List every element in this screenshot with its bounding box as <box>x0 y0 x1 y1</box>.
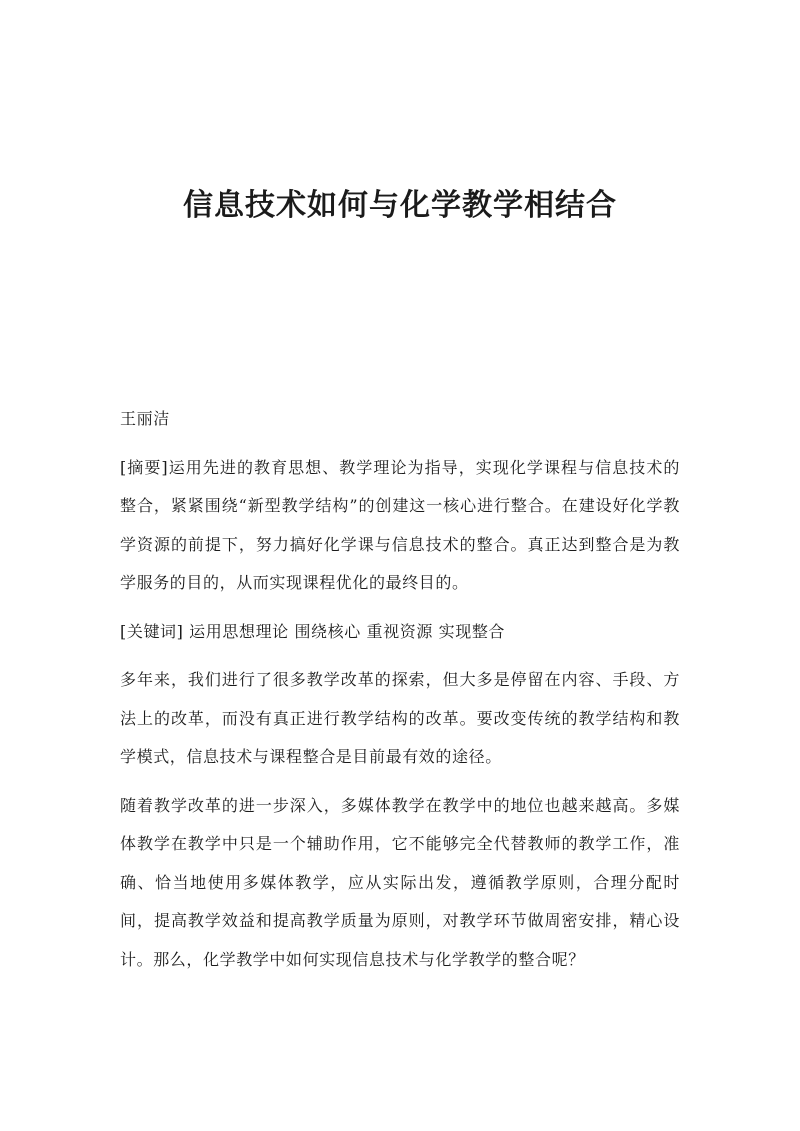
author-name: 王丽洁 <box>120 409 170 428</box>
document-title: 信息技术如何与化学教学相结合 <box>183 188 617 223</box>
document-body <box>120 400 680 989</box>
body-paragraph-1: 多年来，我们进行了很多教学改革的探索，但大多是停留在内容、手段、方法上的改革，而没有真正进行教学结构的改革。要改变传统的教学结构和教学模式，信息技术与课程整合是目前最有效的途径。 <box>120 670 680 766</box>
abstract-paragraph: [摘要]运用先进的教育思想、教学理论为指导，实现化学课程与信息技术的整合，紧紧围绕“新型教学结构”的创建这一核心进行整合。在建设好化学教学资源的前提下，努力搞好化学课与信息技术的整合。真正达到整合是为教学服务的目的，从而实现课程优化的最终目的。 <box>120 457 680 592</box>
keywords-paragraph: [关键词] 运用思想理论 围绕核心 重视资源 实现整合 <box>120 621 506 641</box>
body-paragraph-2: 随着教学改革的进一步深入，多媒体教学在教学中的地位也越来越高。多媒体教学在教学中只是一个辅助作用，它不能够完全代替教师的教学工作，准确、恰当地使用多媒体教学，应从实际出发，遵循教学原则，合理分配时间，提高教学效益和提高教学质量为原则，对教学环节做周密安排，精心设计。那么，化学教学中如何实现信息技术与化学教学的整合呢？ <box>120 795 680 969</box>
